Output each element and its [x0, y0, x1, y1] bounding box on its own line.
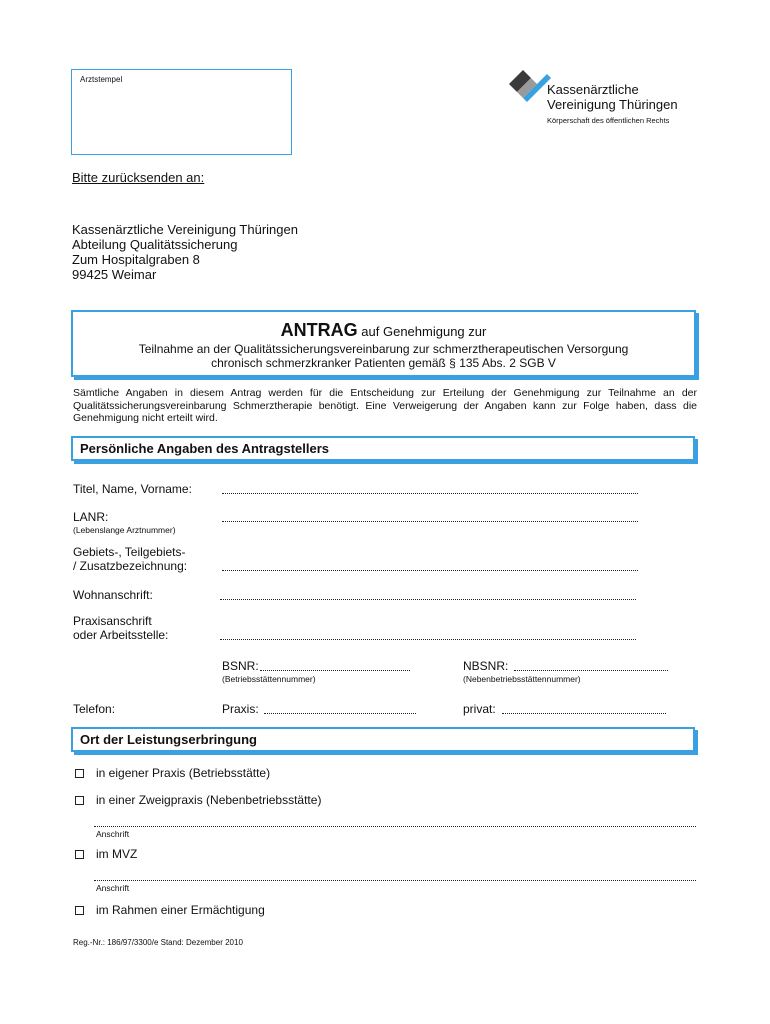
gebiet-field[interactable] [222, 570, 638, 571]
branch-practice-label: in einer Zweigpraxis (Nebenbetriebsstätte) [96, 793, 322, 807]
own-practice-checkbox[interactable] [75, 769, 84, 778]
doctor-stamp-box[interactable] [71, 69, 292, 155]
authorization-label: im Rahmen einer Ermächtigung [96, 903, 265, 917]
wohnanschrift-field[interactable] [220, 599, 636, 600]
section-location-header [71, 727, 695, 752]
name-label: Titel, Name, Vorname: [73, 482, 192, 496]
private-phone-field[interactable] [502, 713, 666, 714]
branch-address-sublabel: Anschrift [96, 829, 130, 839]
antrag-line-2: chronisch schmerzkranker Patienten gemäß § 135 Abs. 2 SGB V [211, 356, 556, 370]
bsnr-sublabel: (Betriebsstättennummer) [222, 674, 316, 684]
antrag-header-box [71, 310, 696, 377]
footer-reg-number: Reg.-Nr.: 186/97/3300/e Stand: Dezember 2010 [73, 938, 243, 947]
antrag-line-1: Teilnahme an der Qualitätssicherungsvereinbarung zur schmerztherapeutischen Versorgung [138, 342, 629, 356]
address-line-3: Zum Hospitalgraben 8 [72, 252, 200, 267]
address-line-4: 99425 Weimar [72, 267, 157, 282]
own-practice-label: in eigener Praxis (Betriebsstätte) [96, 766, 271, 780]
branch-address-field[interactable] [94, 826, 696, 827]
mvz-checkbox[interactable] [75, 850, 84, 859]
nbsnr-label: NBSNR: [463, 659, 509, 673]
name-field[interactable] [222, 493, 638, 494]
gebiet-label-1: Gebiets-, Teilgebiets- [73, 545, 186, 559]
section-personal-title: Persönliche Angaben des Antragstellers [80, 441, 329, 456]
lanr-label: LANR: [73, 510, 109, 524]
nbsnr-field[interactable] [514, 670, 668, 671]
section-personal-header [71, 436, 695, 461]
praxis-phone-field[interactable] [264, 713, 416, 714]
nbsnr-sublabel: (Nebenbetriebsstättennummer) [463, 674, 581, 684]
praxisanschrift-field[interactable] [220, 639, 636, 640]
bsnr-label: BSNR: [222, 659, 259, 673]
logo-subtitle: Körperschaft des öffentlichen Rechts [547, 116, 670, 125]
section-location-title: Ort der Leistungserbringung [80, 732, 257, 747]
stamp-label: Arztstempel [80, 75, 123, 84]
gebiet-label-2: / Zusatzbezeichnung: [73, 559, 188, 573]
lanr-field[interactable] [222, 521, 638, 522]
antrag-title-row [73, 320, 694, 341]
intro-text: Sämtliche Angaben in diesem Antrag werden für die Entscheidung zur Erteilung der Genehmigung zur Teilnahme an der Qualitätssicherungsvereinbarung Schmerztherapie benötigt. Eine Verweigerung der Angaben kann zur Folge haben, dass die Genehmigung nicht erteilt wird. [73, 387, 697, 424]
private-phone-label: privat: [463, 702, 496, 716]
mvz-address-field[interactable] [94, 880, 696, 881]
bsnr-field[interactable] [260, 670, 410, 671]
return-label: Bitte zurücksenden an: [72, 170, 205, 185]
telefon-label: Telefon: [73, 702, 116, 716]
logo-name-line2: Vereinigung Thüringen [547, 97, 678, 112]
authorization-checkbox[interactable] [75, 906, 84, 915]
address-line-1: Kassenärztliche Vereinigung Thüringen [72, 222, 298, 237]
address-line-2: Abteilung Qualitätssicherung [72, 237, 238, 252]
lanr-sublabel: (Lebenslange Arztnummer) [73, 525, 176, 535]
praxisanschrift-label-1: Praxisanschrift [73, 614, 152, 628]
mvz-address-sublabel: Anschrift [96, 883, 130, 893]
praxis-phone-label: Praxis: [222, 702, 259, 716]
wohnanschrift-label: Wohnanschrift: [73, 588, 153, 602]
antrag-title: ANTRAG [280, 320, 358, 340]
mvz-label: im MVZ [96, 847, 138, 861]
antrag-title-suffix: auf Genehmigung zur [361, 324, 487, 339]
logo-name-line1: Kassenärztliche [547, 82, 639, 97]
branch-practice-checkbox[interactable] [75, 796, 84, 805]
praxisanschrift-label-2: oder Arbeitsstelle: [73, 628, 169, 642]
